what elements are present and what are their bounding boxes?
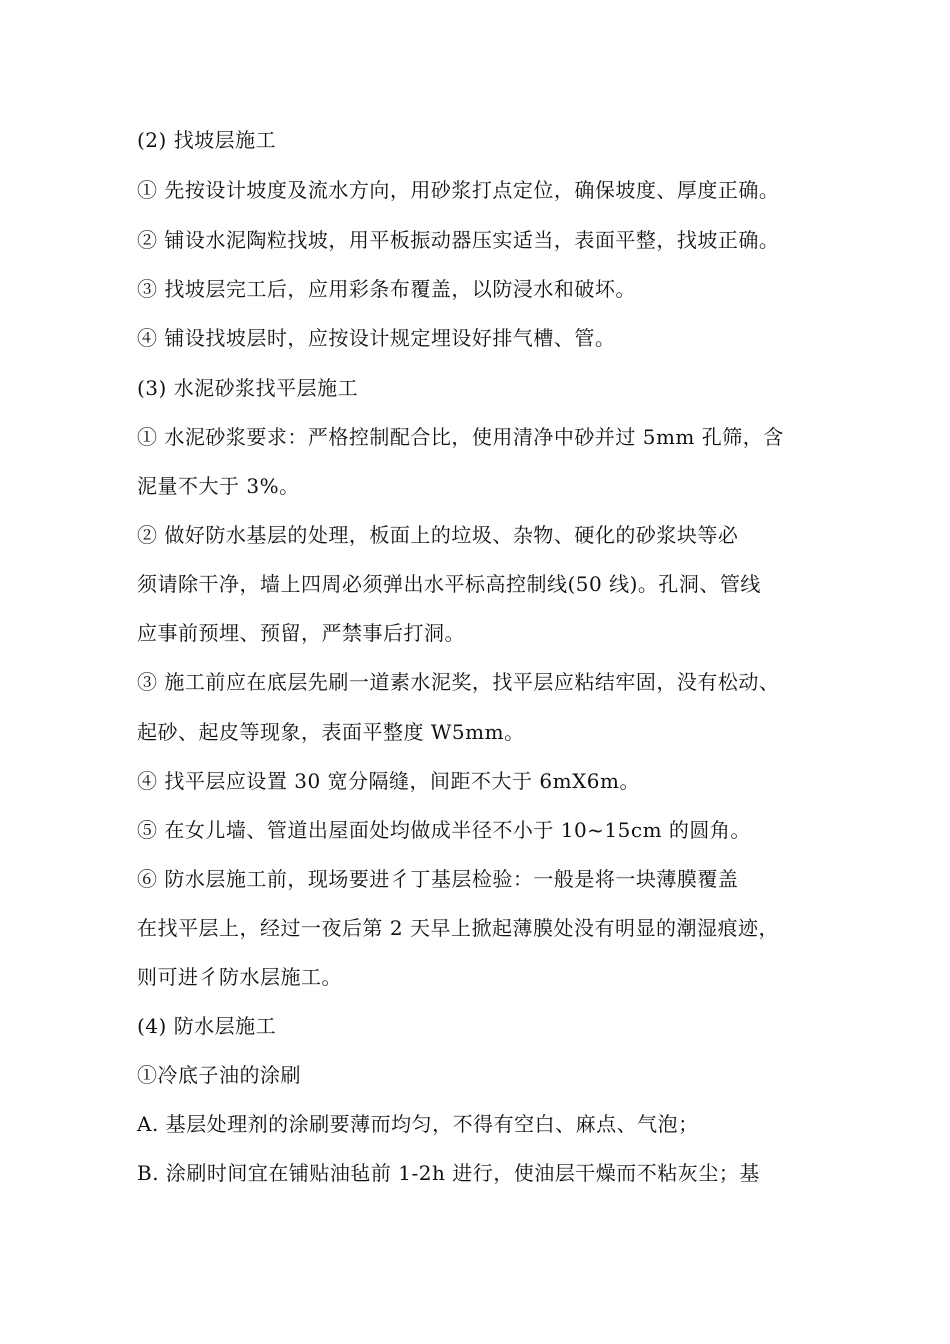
paragraph-line: 泥量不大于 3%。 — [137, 474, 300, 498]
paragraph-line: 则可进彳防水层施工。 — [137, 965, 342, 989]
paragraph-line: ③ 施工前应在底层先刷一道素水泥奖，找平层应粘结牢固，没有松动、 — [137, 670, 780, 694]
paragraph-line: ④ 铺设找坡层时，应按设计规定埋设好排气槽、管。 — [137, 326, 616, 350]
paragraph-line: ④ 找平层应设置 30 宽分隔缝，间距不大于 6mX6m。 — [137, 769, 640, 793]
paragraph-line: ② 铺设水泥陶粒找坡，用平板振动器压实适当，表面平整，找坡正确。 — [137, 228, 780, 252]
paragraph-line: B. 涂刷时间宜在铺贴油毡前 1-2h 进行，使油层干燥而不粘灰尘；基 — [137, 1161, 760, 1185]
paragraph-line: 应事前预埋、预留，严禁事后打洞。 — [137, 621, 465, 645]
heading-slope-layer: (2) 找坡层施工 — [137, 128, 277, 152]
heading-leveling-layer: (3) 水泥砂浆找平层施工 — [137, 376, 359, 400]
paragraph-line: ⑤ 在女儿墙、管道出屋面处均做成半径不小于 10~15cm 的圆角。 — [137, 818, 751, 842]
paragraph-line: ② 做好防水基层的处理，板面上的垃圾、杂物、硬化的砂浆块等必 — [137, 523, 739, 547]
paragraph-line: ①冷底子油的涂刷 — [137, 1063, 301, 1087]
paragraph-line: ① 水泥砂浆要求：严格控制配合比，使用清净中砂并过 5mm 孔筛，含 — [137, 425, 784, 449]
paragraph-line: ① 先按设计坡度及流水方向，用砂浆打点定位，确保坡度、厚度正确。 — [137, 178, 780, 202]
paragraph-line: 在找平层上，经过一夜后第 2 天早上掀起薄膜处没有明显的潮湿痕迹， — [137, 916, 779, 940]
paragraph-line: ③ 找坡层完工后，应用彩条布覆盖，以防浸水和破坏。 — [137, 277, 636, 301]
paragraph-line: A. 基层处理剂的涂刷要薄而均匀，不得有空白、麻点、气泡； — [137, 1112, 699, 1136]
paragraph-line: ⑥ 防水层施工前，现场要进彳丁基层检验：一般是将一块薄膜覆盖 — [137, 867, 739, 891]
paragraph-line: 须请除干净，墙上四周必须弹出水平标高控制线(50 线)。孔洞、管线 — [137, 572, 761, 596]
heading-waterproof-layer: (4) 防水层施工 — [137, 1014, 277, 1038]
paragraph-line: 起砂、起皮等现象，表面平整度 W5mm。 — [137, 720, 525, 744]
